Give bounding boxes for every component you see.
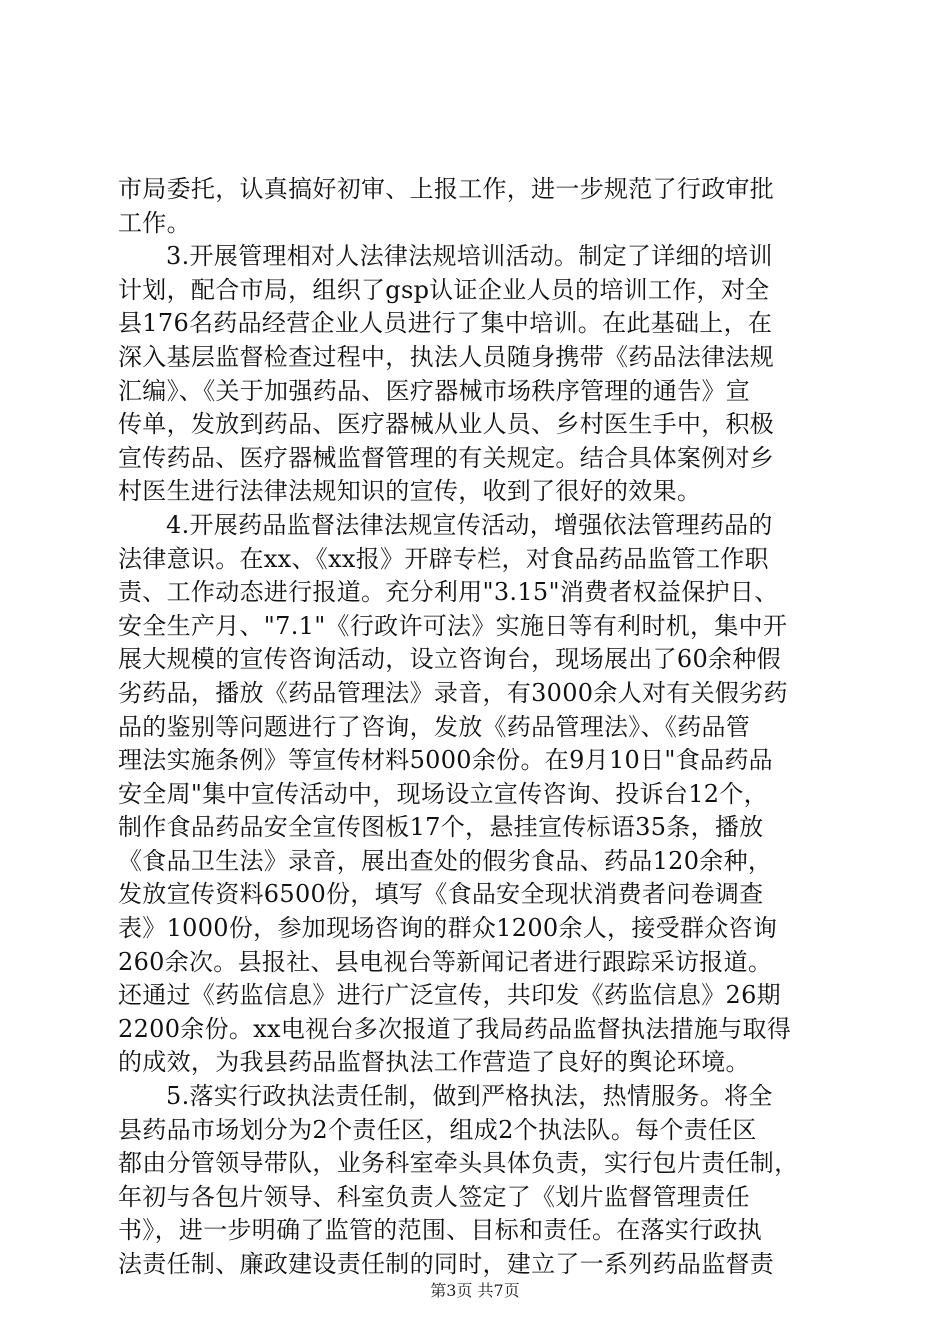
paragraph-start-line: 5.落实行政执法责任制，做到严格执法，热情服务。将全	[166, 1082, 773, 1111]
text-line: 法责任制、廉政建设责任制的同时，建立了一系列药品监督责	[118, 1250, 775, 1278]
text-line: 劣药品，播放《药品管理法》录音，有3000余人对有关假劣药	[118, 678, 788, 707]
text-line: 县药品市场划分为2个责任区，组成2个执法队。每个责任区	[118, 1115, 757, 1144]
text-line: 《食品卫生法》录音，展出查处的假劣食品、药品120余种，	[118, 846, 773, 875]
paragraph-start-line: 4.开展药品监督法律法规宣传活动，增强依法管理药品的	[166, 510, 773, 539]
text-line: 发放宣传资料6500份，填写《食品安全现状消费者问卷调查	[118, 880, 764, 909]
text-line: 还通过《药监信息》进行广泛宣传，共印发《药监信息》26期	[118, 981, 781, 1010]
text-line: 市局委托，认真搞好初审、上报工作，进一步规范了行政审批	[118, 175, 775, 203]
text-line: 2200余份。xx电视台多次报道了我局药品监督执法措施与取得	[118, 1014, 792, 1043]
text-line: 260余次。县报社、县电视台等新闻记者进行跟踪采访报道。	[118, 947, 773, 976]
text-line: 深入基层监督检查过程中，执法人员随身携带《药品法律法规	[118, 342, 775, 371]
text-line: 安全生产月、"7.1"《行政许可法》实施日等有利时机，集中开	[118, 611, 788, 640]
text-line: 责、工作动态进行报道。充分利用"3.15"消费者权益保护日、	[118, 578, 779, 607]
text-line: 年初与各包片领导、科室负责人签定了《划片监督管理责任	[118, 1182, 750, 1211]
document-body	[118, 173, 838, 1282]
text-line: 表》1000份，参加现场咨询的群众1200余人，接受群众咨询	[118, 914, 778, 943]
page-footer	[0, 1281, 950, 1301]
text-line: 法律意识。在xx、《xx报》开辟专栏，对食品药品监管工作职	[118, 544, 769, 573]
text-line: 书》，进一步明确了监管的范围、目标和责任。在落实行政执	[118, 1216, 763, 1245]
text-line: 汇编》、《关于加强药品、医疗器械市场秩序管理的通告》宣	[118, 376, 751, 405]
text-line: 品的鉴别等问题进行了咨询，发放《药品管理法》、《药品管	[118, 712, 751, 741]
text-line: 的成效，为我县药品监督执法工作营造了良好的舆论环境。	[118, 1048, 750, 1077]
text-line: 宣传药品、医疗器械监督管理的有关规定。结合具体案例对乡	[118, 443, 775, 472]
text-line: 理法实施条例》等宣传材料5000余份。在9月10日"食品药品	[118, 746, 773, 775]
text-line: 县176名药品经营企业人员进行了集中培训。在此基础上，在	[118, 309, 773, 338]
text-line: 传单，发放到药品、医疗器械从业人员、乡村医生手中，积极	[118, 410, 775, 439]
paragraph-start-line: 3.开展管理相对人法律法规培训活动。制定了详细的培训	[166, 242, 773, 271]
text-line: 制作食品药品安全宣传图板17个，悬挂宣传标语35条，播放	[118, 813, 764, 842]
page-number: 第3页 共7页	[430, 1281, 520, 1300]
text-line: 展大规模的宣传咨询活动，设立咨询台，现场展出了60余种假	[118, 645, 781, 674]
text-line: 村医生进行法律法规知识的宣传，收到了很好的效果。	[118, 477, 702, 506]
text-line: 工作。	[118, 208, 191, 237]
text-line: 都由分管领导带队，业务科室牵头具体负责，实行包片责任制，	[118, 1149, 799, 1178]
text-line: 计划，配合市局，组织了gsp认证企业人员的培训工作，对全	[118, 275, 770, 304]
text-line: 安全周"集中宣传活动中，现场设立宣传咨询、投诉台12个，	[118, 779, 768, 808]
